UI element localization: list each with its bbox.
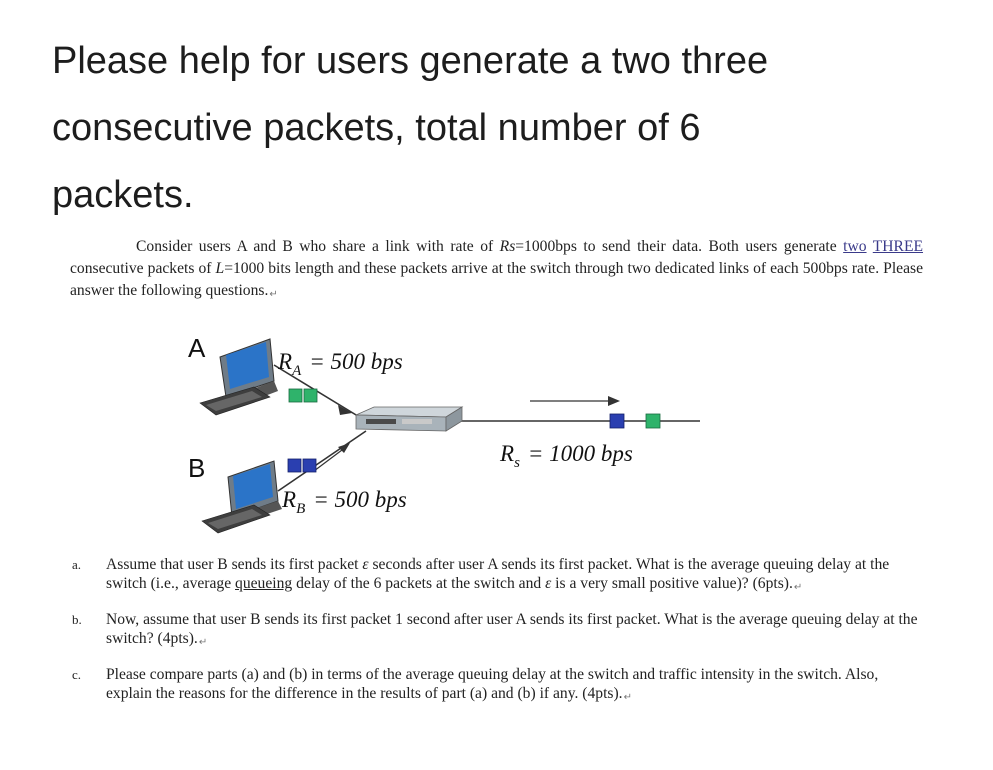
question-text: Now, assume that user B sends its first packet 1 second after user A sends its first packet. What is the average queuing delay at the switch? (4pts). [106,611,918,647]
arrow-a-icon [338,405,352,415]
intro-part-4: =1000 bits length and these packets arrive at the switch through two dedicated links of each 500bps rate. Please answer the following questions. [70,260,923,299]
question-text: delay of the 6 packets at the switch and [292,575,546,592]
packet-a-1 [289,389,302,402]
computer-a-icon [200,339,278,415]
packet-a-2 [304,389,317,402]
question-c [70,665,923,707]
edit-new-text: THREE [872,238,924,255]
heading-line-3: packets. [52,174,194,216]
question-b [70,610,923,652]
packet-out-b [610,414,624,428]
packet-b-2 [303,459,316,472]
arrow-out-icon [608,396,620,406]
question-list [70,555,923,720]
question-text: seconds after user A sends its first packet. What is the average queuing delay at the switch (i.e., average [106,556,890,592]
question-marker: c. [72,667,82,682]
question-marker: b. [72,612,82,627]
computer-b-icon [202,461,282,533]
question-text: Assume that user B sends its first packet [106,556,363,573]
epsilon-symbol: ε [362,556,369,573]
label-a: A [188,333,206,363]
paragraph-mark-icon: ↵ [198,637,208,648]
heading-line-1: Please help for users generate a two three [52,40,769,82]
paragraph-mark-icon: ↵ [623,692,632,703]
question-a [70,555,923,597]
rb-label: $R_B = 500$ bps [282,487,407,517]
underlined-word: queueing [235,575,293,592]
packet-b-1 [288,459,301,472]
intro-part-1: Consider users A and B who share a link with rate of [136,238,500,255]
label-b: B [188,453,206,483]
intro-paragraph [70,236,923,306]
paragraph-mark-icon: ↵ [793,582,803,593]
heading-line-2: consecutive packets, total number of 6 [52,107,701,149]
rs-symbol: Rs [499,238,516,255]
intro-part-3: consecutive packets of [70,260,216,277]
packet-out-a [646,414,660,428]
question-text: Please compare parts (a) and (b) in terms of the average queuing delay at the switch and traffic intensity in the switch. Also, explain the reasons for the difference in the results of part (a) and (b) if any. (4pts). [106,666,879,702]
question-text: is a very small positive value)? (6pts). [551,575,793,592]
page-heading [52,28,952,229]
edit-strike-text: two [843,238,867,255]
l-symbol: L [215,260,225,277]
switch-icon [356,407,462,431]
network-diagram [170,325,730,545]
ra-label: $R_A = 500$ bps [278,349,403,379]
rs-label: $R_s = 1000$ bps [500,441,633,471]
paragraph-mark-icon: ↵ [269,289,278,300]
epsilon-symbol: ε [545,575,552,592]
question-marker: a. [72,557,82,572]
intro-part-2: =1000bps to send their data. Both users generate [515,238,844,255]
